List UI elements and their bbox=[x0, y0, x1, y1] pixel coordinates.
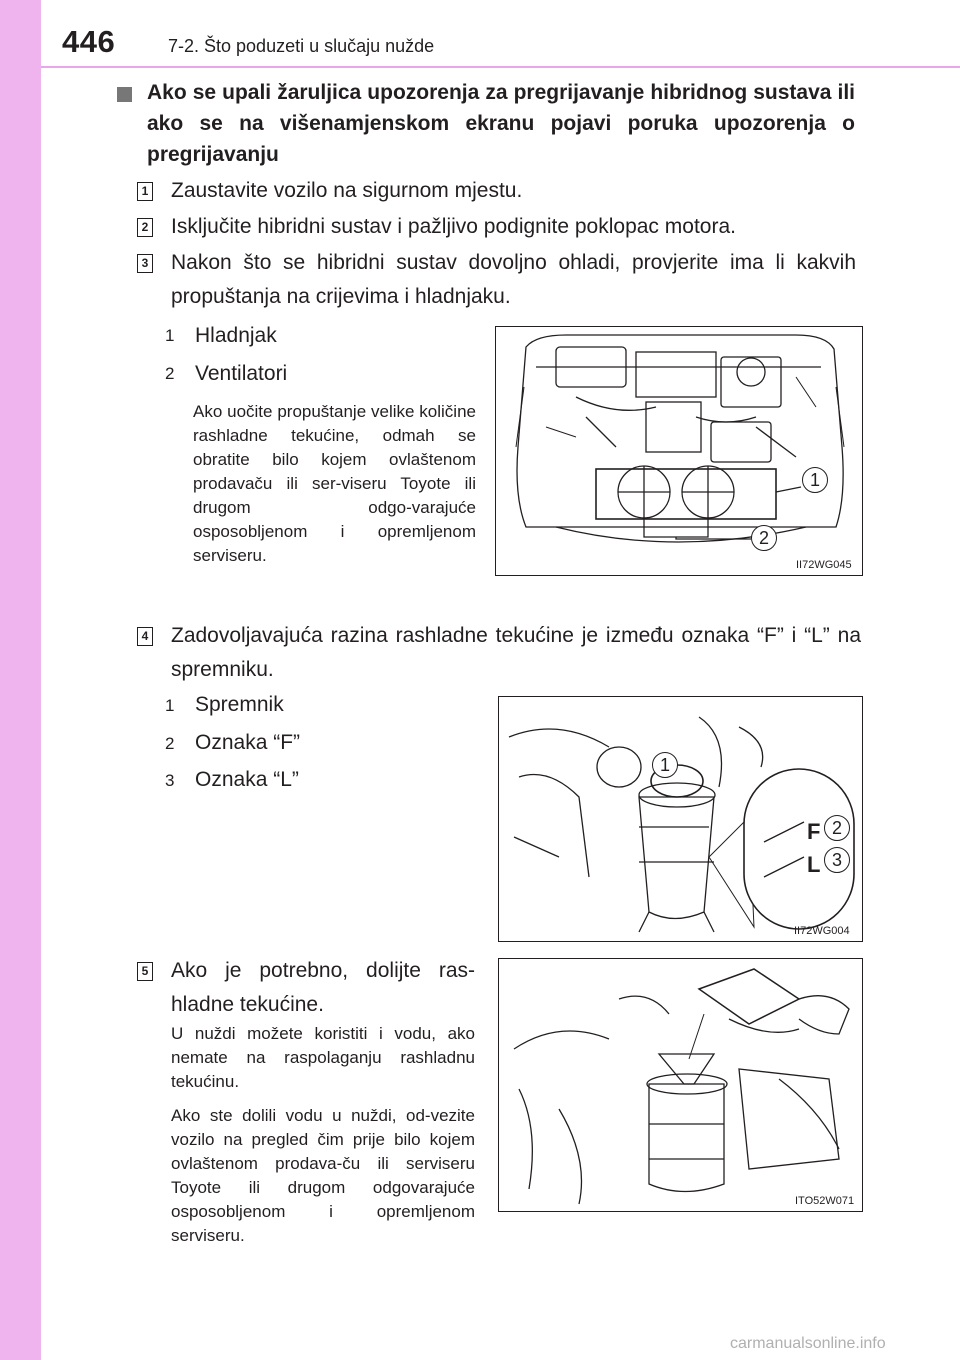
legend-number-3: 3 bbox=[165, 771, 175, 790]
legend-number-2: 2 bbox=[165, 364, 175, 383]
legend-label-reservoir: Spremnik bbox=[195, 693, 284, 716]
inspection-note: Ako ste dolili vodu u nuždi, od-vezite vozilo na pregled čim prije bilo kojem ovlaštenom prodava-ču ili serviseru Toyote ili drugom odgovarajuće osposobljenom i opremljenom serviseru. bbox=[171, 1106, 475, 1245]
legend-number-1: 1 bbox=[165, 696, 175, 715]
watermark: carmanualsonline.info bbox=[730, 1335, 886, 1352]
step-text-2: Isključite hibridni sustav i pažljivo podignite poklopac motora. bbox=[171, 215, 736, 238]
callout-3: 3 bbox=[824, 847, 850, 873]
legend-label-mark-f: Oznaka “F” bbox=[195, 731, 301, 754]
step-text-4: Zadovoljavajuća razina rashladne tekućine je između oznaka “F” i “L” na spremniku. bbox=[171, 624, 861, 681]
callout-2: 2 bbox=[824, 815, 850, 841]
step-number-1: 1 bbox=[137, 182, 153, 201]
section-heading: Ako se upali žaruljica upozorenja za pregrijavanje hibridnog sustava ili ako se na višenamjenskom ekranu pojavi poruka upozorenja o pregrijavanju bbox=[147, 81, 855, 166]
step-number-4: 4 bbox=[137, 627, 153, 646]
callout-2: 2 bbox=[751, 525, 777, 551]
refill-illustration bbox=[499, 959, 862, 1211]
page-number: 446 bbox=[62, 24, 116, 59]
chapter-title: 7-2. Što poduzeti u slučaju nužde bbox=[168, 36, 435, 56]
step-text-5: Ako je potrebno, dolijte ras-hladne tekućine. bbox=[171, 959, 475, 1016]
step-number-2: 2 bbox=[137, 218, 153, 237]
legend-label-fans: Ventilatori bbox=[195, 362, 288, 385]
mark-f-label: F bbox=[807, 819, 821, 844]
legend-number-1: 1 bbox=[165, 326, 175, 345]
step-number-3: 3 bbox=[137, 254, 153, 273]
step-text-3: Nakon što se hibridni sustav dovoljno ohladi, provjerite ima li kakvih propuštanja na crijevima i hladnjaku. bbox=[171, 251, 856, 308]
header-divider bbox=[41, 66, 960, 68]
refill-figure bbox=[498, 958, 863, 1212]
side-tab bbox=[0, 0, 41, 1360]
reservoir-figure bbox=[498, 696, 863, 942]
legend-label-mark-l: Oznaka “L” bbox=[195, 768, 299, 791]
step-number-5: 5 bbox=[137, 962, 153, 981]
square-bullet-icon bbox=[117, 87, 132, 102]
engine-bay-illustration bbox=[496, 327, 862, 575]
figure-code: II72WG004 bbox=[794, 925, 850, 937]
engine-bay-figure bbox=[495, 326, 863, 576]
legend-number-2: 2 bbox=[165, 734, 175, 753]
leak-note: Ako uočite propuštanje velike količine rashladne tekućine, odmah se obratite bilo kojem ovlaštenom prodavaču ili ser-viseru Toyote ili drugom odgo-varajuće osposobljenom i opremljenom serviseru. bbox=[193, 402, 476, 565]
mark-l-label: L bbox=[807, 852, 821, 877]
water-note: U nuždi možete koristiti i vodu, ako nemate na raspolaganju rashladnu tekućinu. bbox=[171, 1024, 475, 1091]
callout-1: 1 bbox=[802, 467, 828, 493]
step-text-1: Zaustavite vozilo na sigurnom mjestu. bbox=[171, 179, 523, 202]
figure-code: II72WG045 bbox=[796, 559, 852, 571]
figure-code: ITO52W071 bbox=[795, 1195, 855, 1207]
legend-label-radiator: Hladnjak bbox=[195, 324, 277, 347]
callout-1: 1 bbox=[652, 752, 678, 778]
